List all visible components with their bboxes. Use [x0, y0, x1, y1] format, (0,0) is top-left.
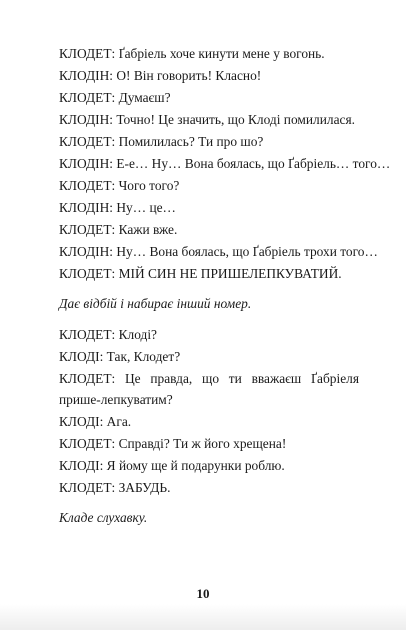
dialogue-line: КЛОДІН: Ну… Вона боялась, що Ґабріель трохи того… [59, 244, 378, 259]
dialogue-line: КЛОДІН: Точно! Це значить, що Клоді помилилася. [59, 112, 355, 127]
dialogue-line: КЛОДЕТ: Кажи вже. [59, 222, 178, 237]
dialogue-line: КЛОДЕТ: Це правда, що ти вважаєш Ґабріеля прише-лепкуватим? [59, 371, 359, 407]
dialogue-line: КЛОДЕТ: Помилилась? Ти про шо? [59, 134, 264, 149]
dialogue-line: КЛОДЕТ: МІЙ СИН НЕ ПРИШЕЛЕПКУВАТИЙ. [59, 266, 342, 281]
dialogue-line: КЛОДЕТ: Справді? Ти ж його хрещена! [59, 436, 287, 451]
page-number: 10 [196, 586, 210, 601]
dialogue-line: КЛОДІН: Ну… це… [59, 200, 176, 215]
stage-direction: Дає відбій і набирає інший номер. [59, 296, 252, 311]
dialogue-line: КЛОДІ: Ага. [59, 414, 132, 429]
dialogue-line: КЛОДЕТ: Клоді? [59, 327, 157, 342]
page-content [59, 43, 391, 528]
dialogue-line: КЛОДІ: Я йому ще й подарунки роблю. [59, 458, 285, 473]
dialogue-line: КЛОДІН: Е-е… Ну… Вона боялась, що Ґабріель… того… [59, 156, 391, 171]
page-edge-shadow [0, 604, 406, 630]
dialogue-line: КЛОДЕТ: Думаєш? [59, 90, 171, 105]
dialogue-line: КЛОДЕТ: Чого того? [59, 178, 180, 193]
dialogue-line: КЛОДІН: О! Він говорить! Класно! [59, 68, 262, 83]
stage-direction: Кладе слухавку. [59, 510, 148, 525]
dialogue-line: КЛОДІ: Так, Клодет? [59, 349, 181, 364]
dialogue-line: КЛОДЕТ: ЗАБУДЬ. [59, 480, 171, 495]
dialogue-line: КЛОДЕТ: Ґабріель хоче кинути мене у вогонь. [59, 46, 325, 61]
